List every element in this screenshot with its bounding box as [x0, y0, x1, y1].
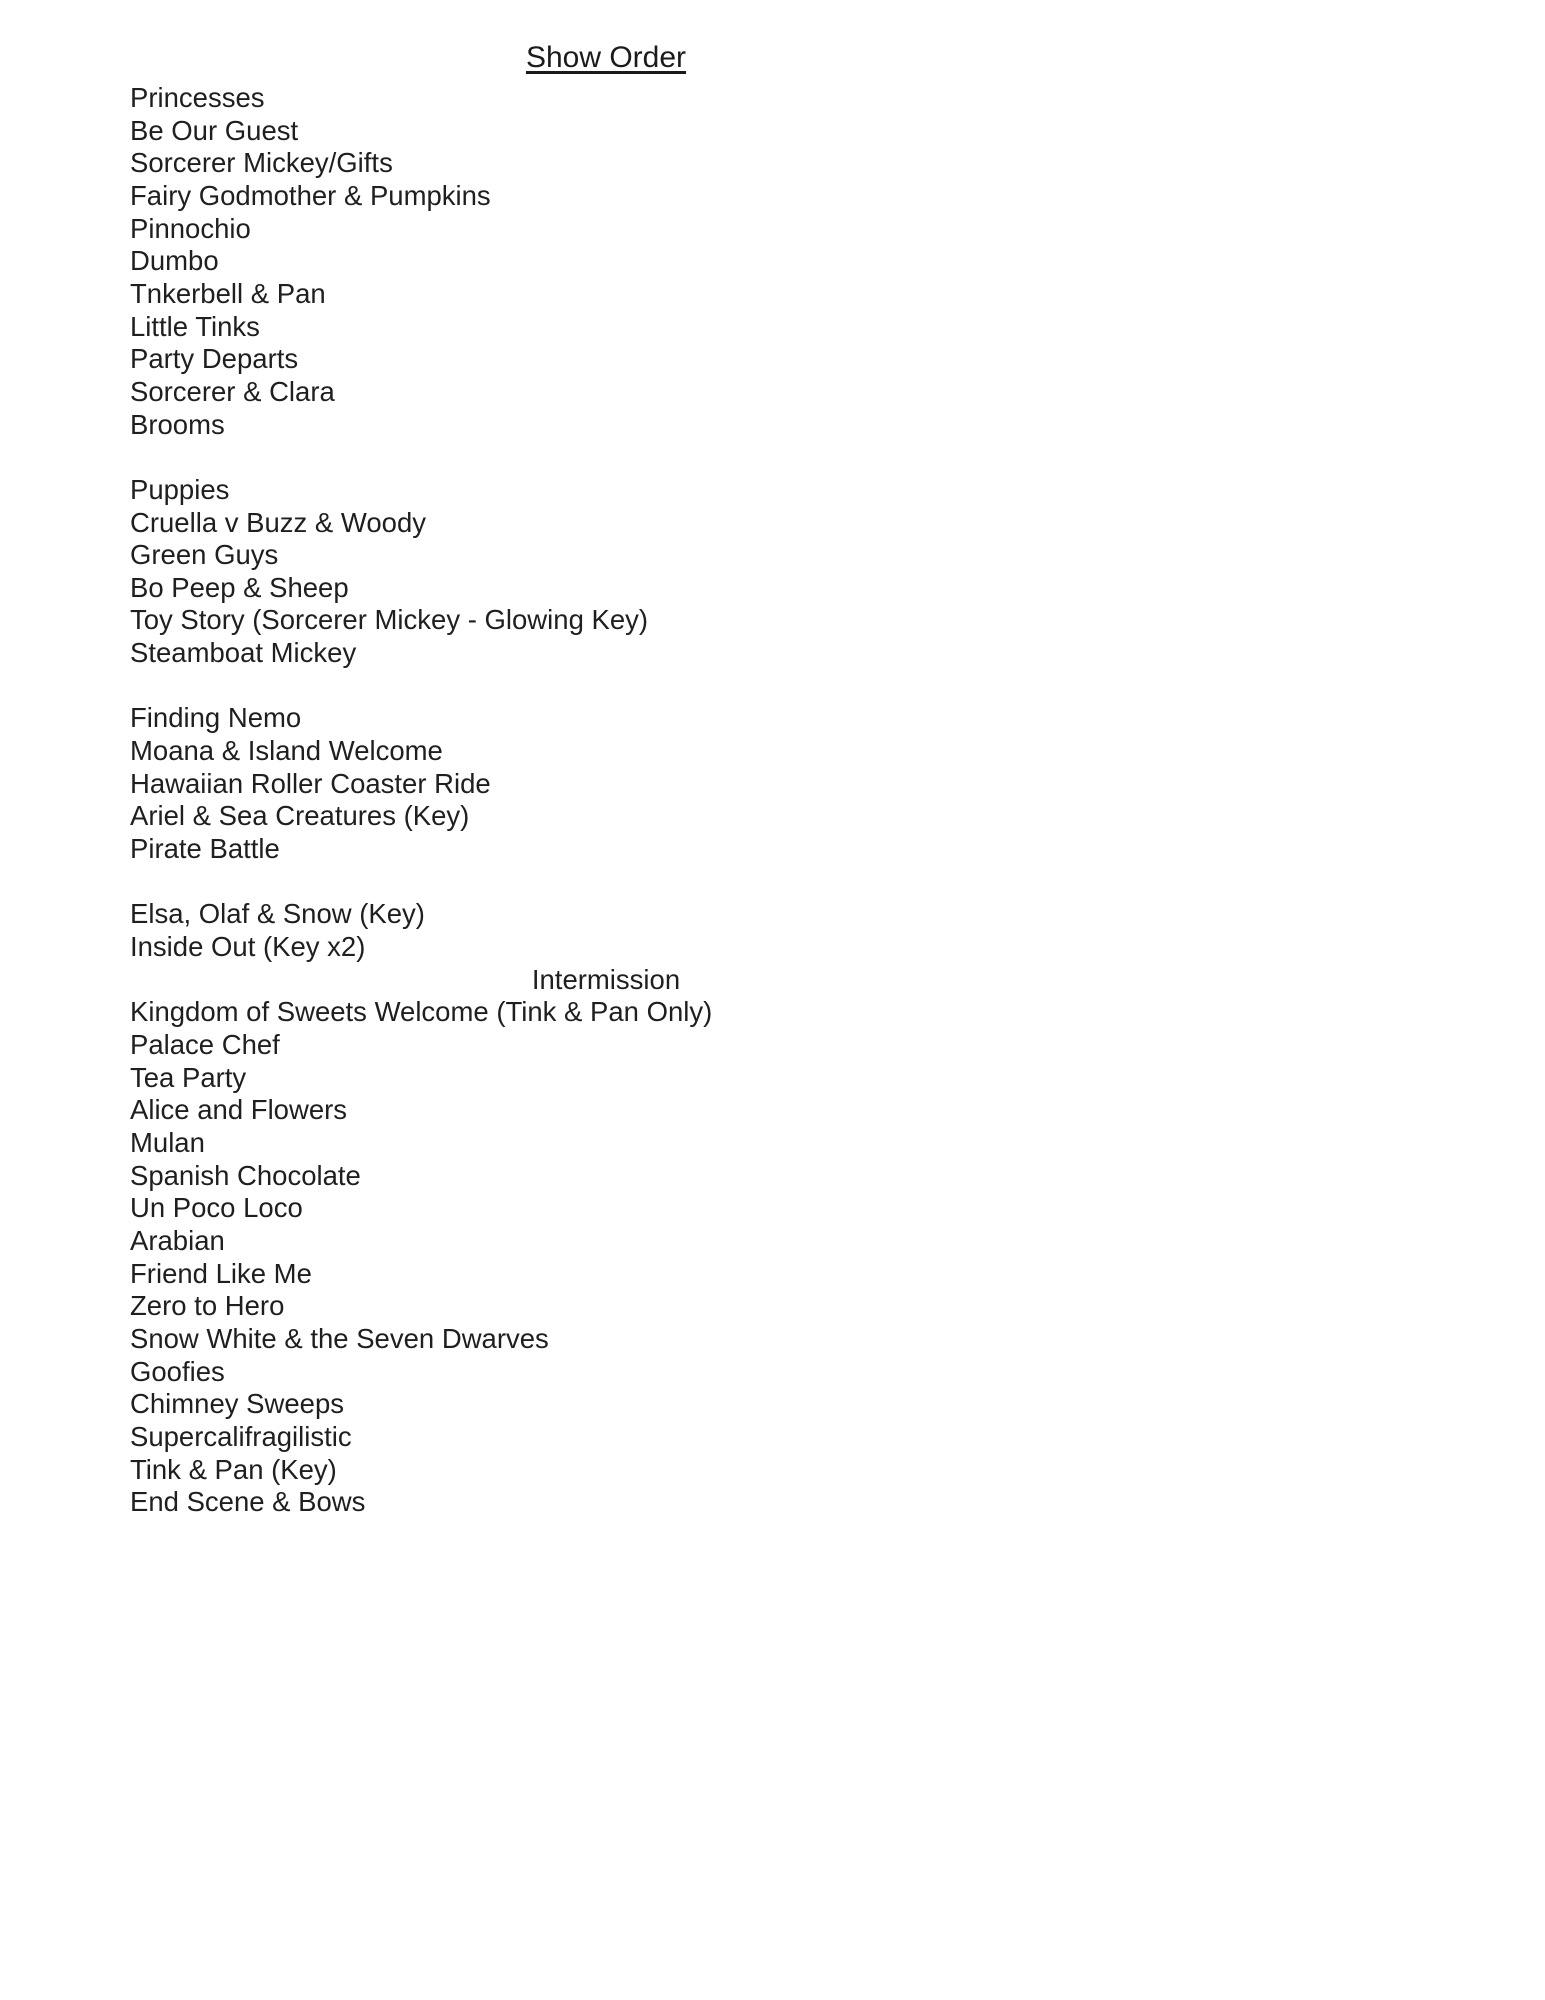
show-item: Un Poco Loco	[130, 1192, 303, 1224]
show-item: Tea Party	[130, 1061, 247, 1093]
show-item: End Scene & Bows	[130, 1486, 366, 1518]
show-item: Arabian	[130, 1224, 225, 1256]
show-item: Pirate Battle	[130, 833, 280, 865]
show-order-list	[130, 82, 1082, 1519]
show-item: Green Guys	[130, 539, 279, 571]
show-item: Goofies	[130, 1355, 225, 1387]
show-item: Alice and Flowers	[130, 1094, 348, 1126]
show-item: Brooms	[130, 408, 225, 440]
show-item: Toy Story (Sorcerer Mickey - Glowing Key)	[130, 604, 649, 636]
show-item: Palace Chef	[130, 1028, 280, 1060]
show-item: Bo Peep & Sheep	[130, 571, 349, 603]
intermission-label: Intermission	[531, 963, 681, 995]
show-item: Finding Nemo	[130, 702, 302, 734]
show-item: Supercalifragilistic	[130, 1420, 352, 1452]
show-item: Little Tinks	[130, 310, 260, 342]
show-item: Mulan	[130, 1126, 205, 1158]
show-item: Chimney Sweeps	[130, 1388, 344, 1420]
show-item: Tnkerbell & Pan	[130, 277, 326, 309]
show-item: Kingdom of Sweets Welcome (Tink & Pan Only)	[130, 996, 713, 1028]
show-item: Ariel & Sea Creatures (Key)	[130, 800, 470, 832]
show-item: Elsa, Olaf & Snow (Key)	[130, 898, 425, 930]
show-item: Dumbo	[130, 245, 219, 277]
blank-line	[130, 866, 1082, 899]
show-item: Moana & Island Welcome	[130, 735, 443, 767]
show-item: Cruella v Buzz & Woody	[130, 506, 427, 538]
show-item: Be Our Guest	[130, 114, 299, 146]
show-item: Steamboat Mickey	[130, 637, 357, 669]
show-item: Fairy Godmother & Pumpkins	[130, 179, 491, 211]
show-item: Snow White & the Seven Dwarves	[130, 1322, 549, 1354]
show-item: Party Departs	[130, 343, 299, 375]
blank-line	[130, 670, 1082, 703]
show-item: Spanish Chocolate	[130, 1159, 361, 1191]
show-item: Hawaiian Roller Coaster Ride	[130, 767, 491, 799]
show-item: Pinnochio	[130, 212, 251, 244]
show-item: Sorcerer & Clara	[130, 375, 335, 407]
show-item: Tink & Pan (Key)	[130, 1453, 337, 1485]
show-item: Zero to Hero	[130, 1290, 285, 1322]
show-item: Friend Like Me	[130, 1257, 312, 1289]
show-item: Sorcerer Mickey/Gifts	[130, 147, 393, 179]
show-item: Princesses	[130, 82, 265, 113]
document-title: Show Order	[525, 41, 687, 74]
blank-line	[130, 441, 1082, 474]
show-item: Inside Out (Key x2)	[130, 931, 366, 963]
show-item: Puppies	[130, 473, 230, 505]
